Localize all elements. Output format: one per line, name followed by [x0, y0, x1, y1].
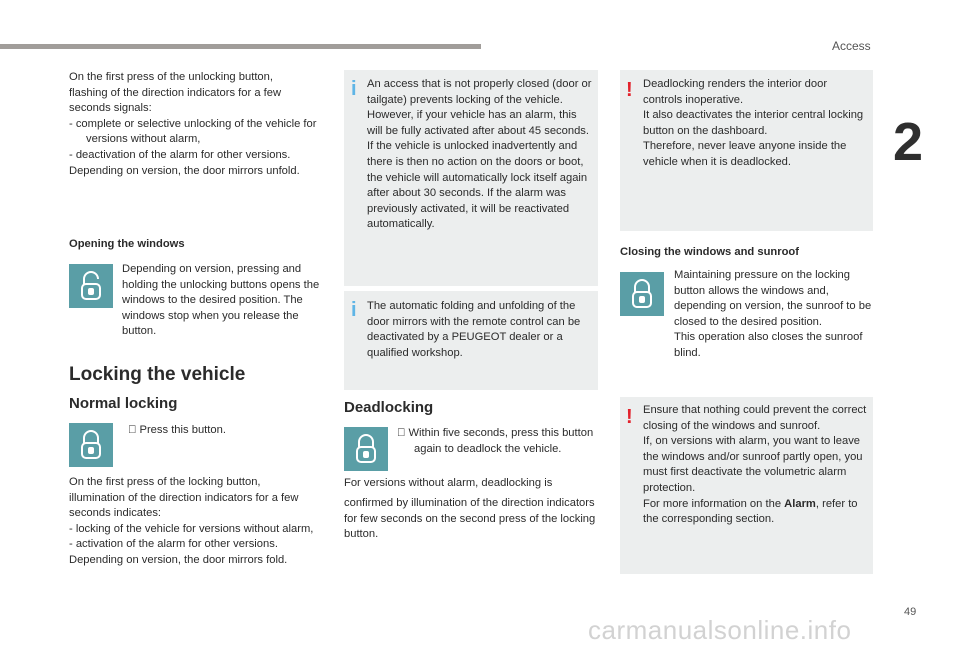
- unlock-button-image: [69, 264, 113, 308]
- deadlock-text-a: For versions without alarm, deadlocking is: [344, 477, 553, 489]
- alarm-reference: Alarm: [784, 497, 816, 510]
- lock-button-image: [620, 272, 664, 316]
- locking-line: On the first press of the locking button,: [69, 476, 261, 488]
- info-box-closing: [344, 70, 598, 286]
- warning-box-closing: [620, 397, 873, 574]
- warning-marker: !: [626, 406, 633, 428]
- closing-text: This operation also closes the sunroof blind.: [674, 331, 863, 359]
- info-marker: i: [351, 299, 357, 321]
- locking-heading: Locking the vehicle: [69, 364, 246, 385]
- info-box-mirrors: [344, 291, 598, 390]
- warning-text-part: , refer to the corresponding section.: [643, 497, 858, 526]
- intro-item: - deactivation of the alarm for other versions.: [69, 148, 291, 161]
- warning-box-deadlock: [620, 70, 873, 231]
- warning-text: If, on versions with alarm, you want to leave the windows and/or sunroof partly open, you must first deactivate the volumetric alarm protection.: [643, 435, 863, 494]
- chapter-number: 2: [893, 112, 924, 172]
- warning-text-part: For more information on the: [643, 497, 785, 510]
- press-button-step: Press this button.: [128, 424, 215, 436]
- intro-line: seconds signals:: [69, 102, 152, 115]
- locking-item: - activation of the alarm for other versions.: [69, 538, 278, 551]
- padlock-closed-icon: [353, 433, 379, 465]
- info-marker: i: [351, 78, 357, 100]
- locking-line: illumination of the direction indicators for a few: [69, 491, 299, 504]
- intro-end: Depending on version, the door mirrors unfold.: [69, 164, 300, 177]
- section-title: Access: [832, 39, 871, 53]
- deadlock-step: Within five seconds, press this button again to deadlock the vehicle.: [397, 427, 582, 455]
- locking-item: - locking of the vehicle for versions without alarm,: [69, 522, 314, 535]
- warning-marker: !: [626, 79, 633, 101]
- locking-line: seconds indicates:: [69, 507, 162, 520]
- locking-description: [69, 475, 327, 569]
- page-number: 49: [904, 606, 917, 618]
- locking-end: Depending on version, the door mirrors fold.: [69, 553, 288, 566]
- lock-button-image: [69, 423, 113, 467]
- info-box-text: If the vehicle is unlocked inadvertently and there is then no action on the doors or boot, the vehicle will automatically lock itself again after about 30 seconds. If the alarm was previously activated, it will be reactivated automatically.: [367, 140, 588, 231]
- opening-windows-text: Depending on version, pressing and holding the unlocking buttons opens the windows to the desired position. The windows stop when you release the button.: [122, 263, 320, 338]
- watermark: carmanualsonline.info: [588, 615, 852, 645]
- warning-text: Deadlocking renders the interior door controls inoperative.: [643, 78, 828, 106]
- warning-text: It also deactivates the interior central locking button on the dashboard.: [643, 109, 864, 137]
- closing-windows-text: [674, 268, 872, 362]
- warning-text: Ensure that nothing could prevent the correct closing of the windows and sunroof.: [643, 404, 867, 432]
- padlock-closed-icon: [629, 278, 655, 310]
- top-rule: [0, 44, 481, 49]
- warning-text: [643, 497, 869, 528]
- unlock-intro: [69, 70, 327, 179]
- padlock-closed-icon: [78, 429, 104, 461]
- deadlocking-heading: Deadlocking: [344, 399, 434, 416]
- warning-text: Therefore, never leave anyone inside the vehicle when it is deadlocked.: [643, 140, 847, 168]
- lock-button-image: [344, 427, 388, 471]
- deadlock-text-b: confirmed by illumination of the direction indicators for few seconds on the second press of the locking button.: [344, 497, 596, 541]
- normal-locking-heading: Normal locking: [69, 395, 178, 412]
- info-box-text: An access that is not properly closed (door or tailgate) prevents locking of the vehicle. However, if your vehicle has an alarm, this will be fully activated after about 45 seconds.: [367, 78, 592, 137]
- opening-windows-heading: Opening the windows: [69, 238, 185, 250]
- intro-line: On the first press of the unlocking button,: [69, 71, 273, 83]
- padlock-open-icon: [78, 270, 104, 302]
- closing-text: Maintaining pressure on the locking button allows the windows and, depending on version, the sunroof to be closed to the desired position.: [674, 269, 872, 328]
- intro-item: - complete or selective unlocking of the vehicle for versions without alarm,: [69, 117, 317, 146]
- intro-line: flashing of the direction indicators for a few: [69, 86, 282, 99]
- closing-windows-heading: Closing the windows and sunroof: [620, 246, 799, 258]
- info-box-text: The automatic folding and unfolding of the door mirrors with the remote control can be deactivated by a PEUGEOT dealer or a qualified workshop.: [367, 300, 581, 359]
